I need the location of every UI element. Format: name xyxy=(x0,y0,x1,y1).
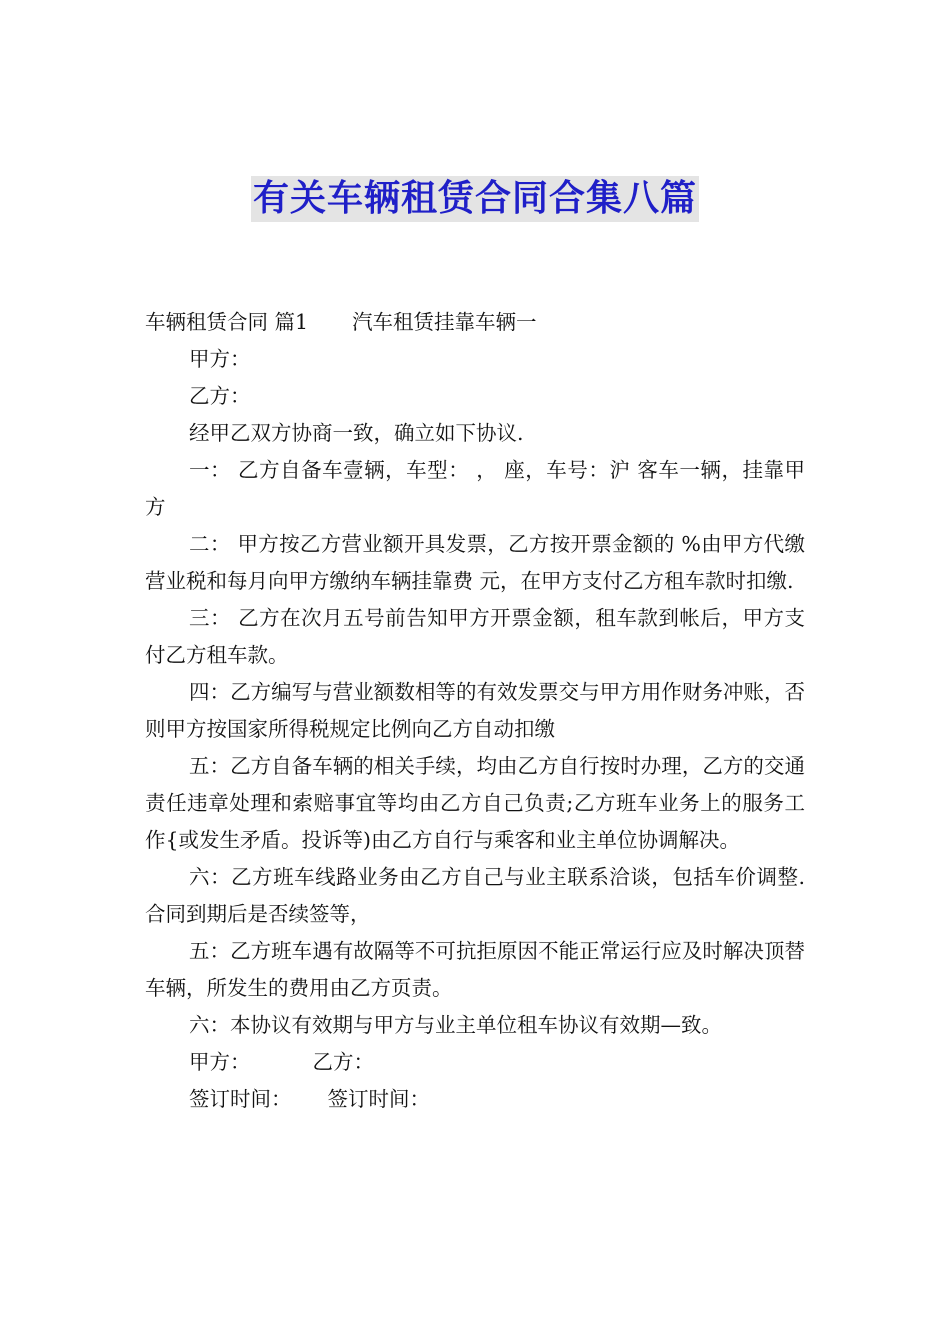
signature-parties-line xyxy=(145,1044,805,1081)
section-heading-left: 车辆租赁合同 篇1 xyxy=(145,310,309,334)
clause-6: 六：乙方班车线路业务由乙方自己与业主联系洽谈，包括车价调整.合同到期后是否续签等， xyxy=(145,865,805,926)
clause-7: 五：乙方班车遇有故隔等不可抗拒原因不能正常运行应及时解决顶替车辆，所发生的费用由乙方页责。 xyxy=(145,939,805,1000)
title-container xyxy=(0,176,950,222)
clause-4: 四：乙方编写与营业额数相等的有效发票交与甲方用作财务冲账，否则甲方按国家所得税规定比例向乙方自动扣缴 xyxy=(145,680,805,741)
party-a-line: 甲方： xyxy=(189,347,251,371)
clause-1: 一： 乙方自备车壹辆，车型： ， 座，车号：沪 客车一辆，挂靠甲方 xyxy=(145,458,805,519)
section-heading-right: 汽车租赁挂靠车辆一 xyxy=(352,310,537,334)
party-b-line: 乙方： xyxy=(189,384,251,408)
signature-time-b: 签订时间： xyxy=(327,1087,430,1111)
intro-line: 经甲乙双方协商一致，确立如下协议. xyxy=(189,421,524,445)
document-body xyxy=(145,304,805,1118)
signature-party-b: 乙方： xyxy=(312,1050,374,1074)
clause-2: 二： 甲方按乙方营业额开具发票，乙方按开票金额的 %由甲方代缴营业税和每月向甲方缴纳车辆挂靠费 元，在甲方支付乙方租车款时扣缴. xyxy=(145,532,805,593)
clause-5: 五：乙方自备车辆的相关手续，均由乙方自行按时办理，乙方的交通责任违章处理和索赔事宜等均由乙方自己负责;乙方班车业务上的服务工作{或发生矛盾。投诉等)由乙方自行与乘客和业主单位协调解决。 xyxy=(145,754,805,852)
clause-8: 六：本协议有效期与甲方与业主单位租车协议有效期—致。 xyxy=(189,1013,722,1037)
section-heading xyxy=(145,304,805,341)
signature-party-a: 甲方： xyxy=(189,1050,251,1074)
signature-time-line xyxy=(145,1081,805,1118)
signature-time-a: 签订时间： xyxy=(189,1087,292,1111)
clause-3: 三： 乙方在次月五号前告知甲方开票金额，租车款到帐后，甲方支付乙方租车款。 xyxy=(145,606,805,667)
document-title: 有关车辆租赁合同合集八篇 xyxy=(251,176,699,222)
